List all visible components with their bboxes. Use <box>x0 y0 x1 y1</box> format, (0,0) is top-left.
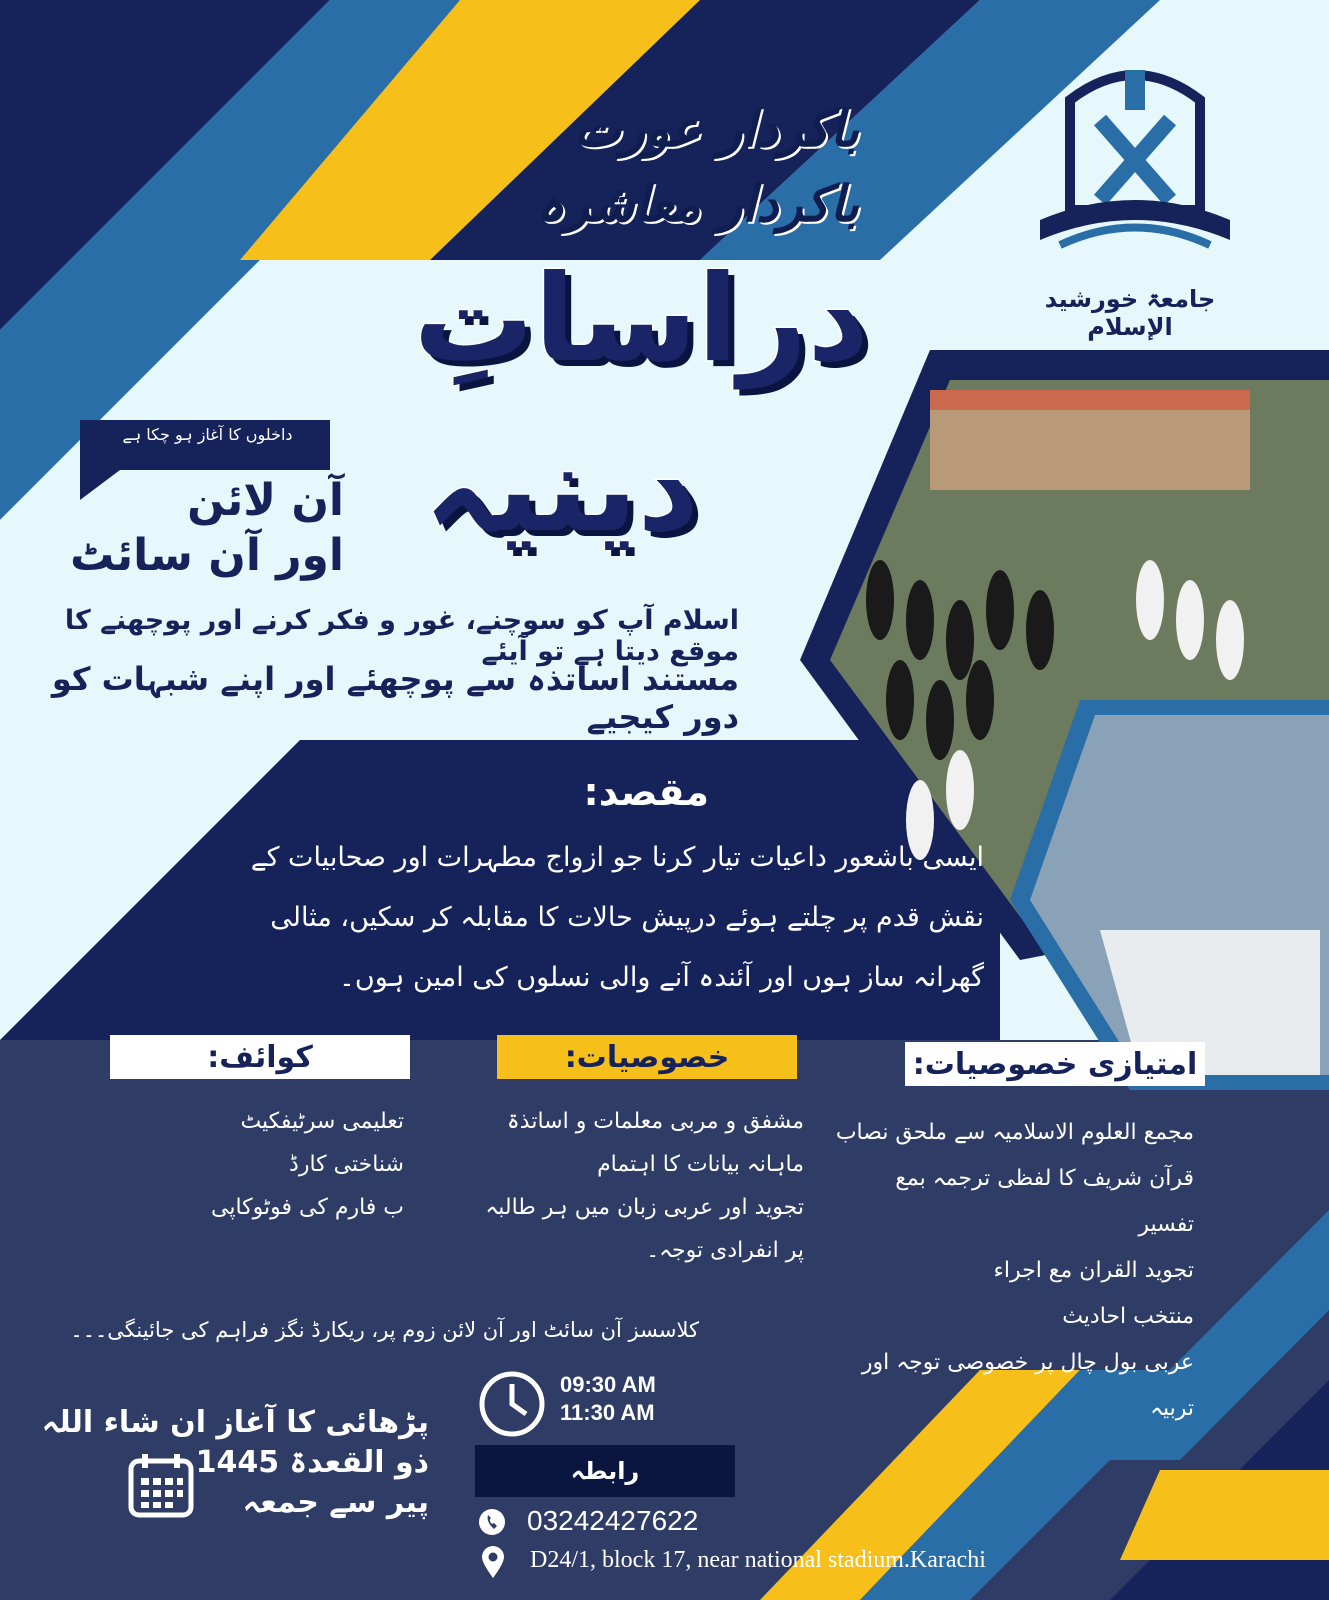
start-line1: پڑھائی کا آغاز ان شاء اللہ <box>41 1405 429 1440</box>
features-heading: خصوصیات: <box>497 1035 797 1079</box>
location-icon <box>480 1545 506 1583</box>
list-item: قرآن شریف کا لفظی ترجمہ بمع تفسیر <box>895 1166 1194 1237</box>
institute-logo <box>1030 60 1240 270</box>
features-list <box>484 1100 804 1272</box>
slogan-line2: باکردار معاشرہ <box>535 175 859 233</box>
photo-building <box>930 400 1250 490</box>
photo-roof <box>930 390 1250 410</box>
phone-icon <box>478 1508 506 1540</box>
purpose-line2: نقش قدم پر چلتے ہوئے درپیش حالات کا مقابلہ کر سکیں، مثالی <box>270 902 984 933</box>
list-item: تعلیمی سرٹیفکیٹ <box>240 1109 404 1134</box>
intro-line1: اسلام آپ کو سوچنے، غور و فکر کرنے اور پوچھنے کا موقع دیتا ہے تو آیئے <box>64 605 739 667</box>
title-line2: دینیہ <box>424 420 699 559</box>
calendar-icon <box>128 1452 194 1522</box>
distinctive-heading: امتیازی خصوصیات: <box>905 1042 1205 1086</box>
distinctive-list <box>834 1110 1194 1432</box>
list-item: تجوید اور عربی زبان میں ہر طالبہ <box>485 1195 804 1220</box>
slogan-line1: باکردار عورت <box>573 100 859 158</box>
purpose-line3: گھرانہ ساز ہوں اور آئندہ آنے والی نسلوں کی امین ہوں۔ <box>339 962 984 993</box>
admission-tag: داخلوں کا آغاز ہو چکا ہے <box>122 425 293 444</box>
list-item: منتخب احادیث <box>1062 1304 1194 1329</box>
clock-icon <box>478 1370 546 1442</box>
contact-address[interactable]: D24/1, block 17, near national stadium.Karachi <box>530 1547 986 1573</box>
mode-online: آن لائن <box>187 475 344 526</box>
list-item: مجمع العلوم الاسلامیہ سے ملحق نصاب <box>835 1120 1194 1145</box>
time-end: 11:30 AM <box>560 1400 655 1425</box>
start-line2: ذو القعدۃ 1445 <box>195 1445 429 1480</box>
classes-note: کلاسسز آن سائٹ اور آن لائن زوم پر، ریکارڈ نگز فراہم کی جائینگی۔۔۔ <box>70 1318 699 1342</box>
list-item: ب فارم کی فوٹوکاپی <box>211 1195 404 1220</box>
list-item: شناختی کارڈ <box>289 1152 404 1177</box>
requirements-heading: کوائف: <box>110 1035 410 1079</box>
contact-heading: رابطہ <box>475 1445 735 1497</box>
start-line3: پیر سے جمعہ <box>242 1485 429 1520</box>
mode-onsite: اور آن سائٹ <box>70 530 344 581</box>
institute-name: جامعۃ خورشید الإسلام <box>1044 285 1216 341</box>
requirements-list <box>104 1100 404 1229</box>
purpose-line1: ایسی باشعور داعیات تیار کرنا جو ازواج مطہرات اور صحابیات کے <box>250 842 984 873</box>
intro-line2: مستند اساتذہ سے پوچھئے اور اپنے شبہات کو دور کیجیے <box>51 660 739 736</box>
purpose-heading: مقصد: <box>583 770 709 814</box>
list-item: تجوید القران مع اجراء <box>993 1258 1194 1283</box>
mosque-book-icon <box>1030 60 1240 270</box>
title-line1: دراساتِ <box>413 250 869 389</box>
list-item: عربی بول چال پر خصوصی توجہ اور تربیہ <box>861 1350 1194 1421</box>
time-start: 09:30 AM <box>560 1372 656 1397</box>
list-item: مشفق و مربی معلمات و اساتذۃ <box>506 1109 804 1134</box>
contact-phone[interactable]: 03242427622 <box>527 1505 699 1536</box>
list-item: پر انفرادی توجہ۔ <box>646 1238 804 1263</box>
list-item: ماہانہ بیانات کا اہتمام <box>597 1152 804 1177</box>
